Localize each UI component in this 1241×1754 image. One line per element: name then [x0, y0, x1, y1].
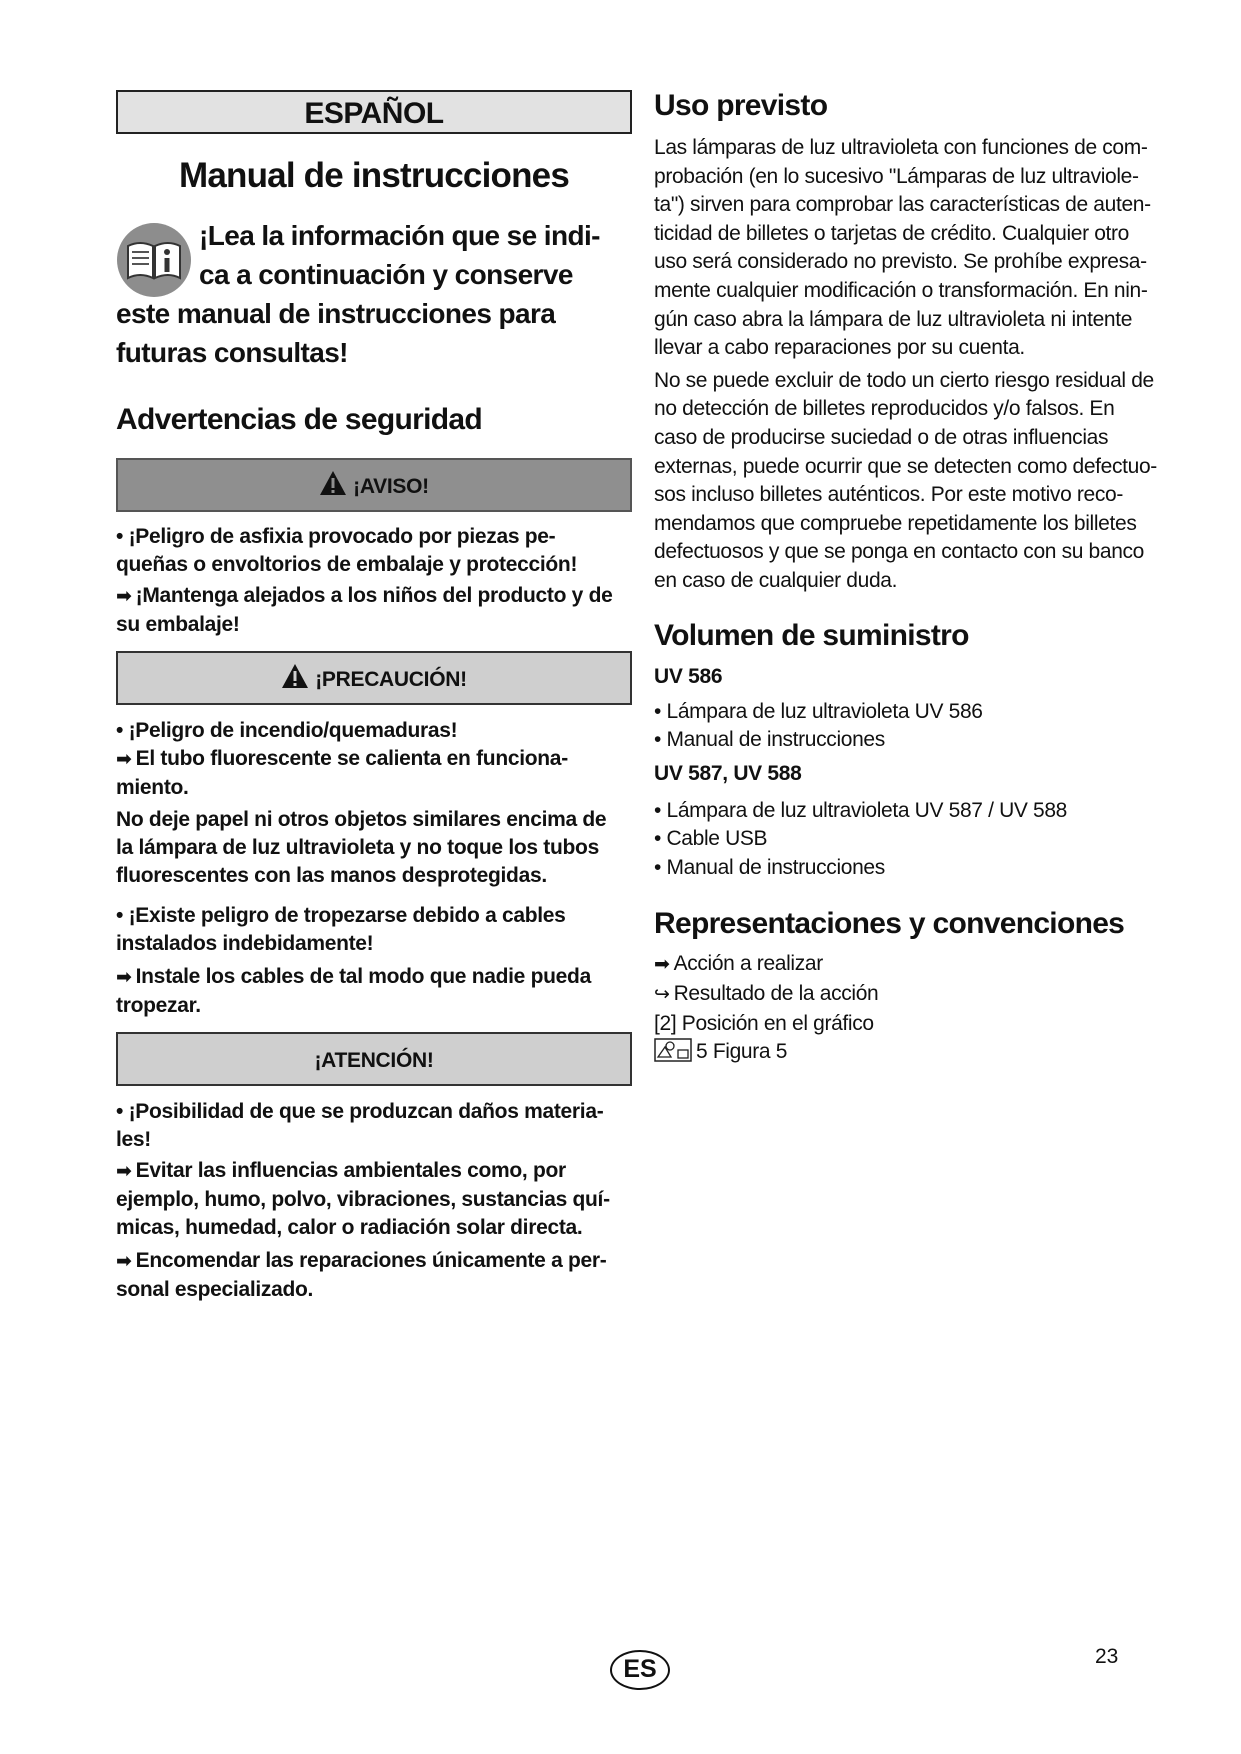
note-line: fluorescentes con las manos desprotegidas.	[116, 864, 547, 887]
text-line: en caso de cualquier duda.	[654, 568, 898, 592]
text-line: llevar a cabo reparaciones por su cuenta.	[654, 336, 1025, 360]
convention-figure: 5 Figura 5	[696, 1040, 788, 1064]
manual-title: Manual de instrucciones	[178, 156, 570, 195]
result-arrow-icon: ↪	[654, 984, 670, 1006]
figure-icon	[654, 1038, 692, 1062]
aviso-box	[116, 458, 632, 512]
language-header: ESPAÑOL	[116, 90, 632, 134]
aviso-label: ¡AVISO!	[353, 475, 429, 498]
text-line: mendamos que compruebe repetidamente los billetes	[654, 511, 1137, 535]
text-line: Las lámparas de luz ultravioleta con funciones de com-	[654, 136, 1148, 159]
read-note-line: este manual de instrucciones para	[116, 298, 556, 329]
text-line: sos incluso billetes auténticos. Por este motivo reco-	[654, 483, 1123, 507]
note-line: No deje papel ni otros objetos similares encima de	[116, 808, 607, 831]
atencion-box	[116, 1032, 632, 1086]
text-line: probación (en lo sucesivo "Lámparas de luz ultraviole-	[654, 164, 1139, 188]
text-line: ticidad de billetes o tarjetas de crédito. Cualquier otro	[654, 221, 1129, 245]
action-line: tropezar.	[116, 994, 201, 1017]
model-label: UV 587, UV 588	[654, 761, 802, 785]
read-note-line: ca a continuación y conserve	[199, 259, 573, 290]
list-item: • Lámpara de luz ultravioleta UV 587 / UV 588	[654, 798, 1068, 822]
language-badge: ES	[610, 1650, 670, 1690]
action-line: Evitar las influencias ambientales como, por	[135, 1159, 566, 1182]
text-line: no detección de billetes reproducidos y/o falsos. En	[654, 397, 1115, 421]
text-line: No se puede excluir de todo un cierto riesgo residual de	[654, 368, 1154, 392]
action-line: miento.	[116, 776, 189, 799]
list-item: • Lámpara de luz ultravioleta UV 586	[654, 699, 983, 723]
precaucion-text	[116, 717, 632, 1020]
action-line: El tubo fluorescente se calienta en funciona-	[135, 747, 568, 770]
list-item: • Cable USB	[654, 827, 768, 851]
convention-position: [2] Posición en el gráfico	[654, 1011, 874, 1035]
precaucion-label: ¡PRECAUCIÓN!	[315, 668, 467, 691]
arrow-right-icon: ➡	[116, 967, 132, 988]
hazard-line: instalados indebidamente!	[116, 932, 374, 955]
precaucion-box	[116, 651, 632, 705]
conventions-heading: Representaciones y convenciones	[654, 907, 1125, 941]
right-column	[654, 86, 1174, 1067]
list-item: • Manual de instrucciones	[654, 728, 885, 752]
text-line: defectuosos y que se ponga en contacto con su banco	[654, 540, 1145, 564]
page-number: 23	[1095, 1645, 1119, 1668]
arrow-right-icon: ➡	[654, 954, 670, 976]
text-line: mente cualquier modificación o transformación. En nin-	[654, 278, 1148, 302]
hazard-line: • ¡Peligro de asfixia provocado por piezas pe-	[116, 525, 556, 548]
action-line: Encomendar las reparaciones únicamente a per-	[135, 1249, 607, 1272]
hazard-line: • ¡Existe peligro de tropezarse debido a cables	[116, 904, 566, 927]
arrow-right-icon: ➡	[116, 1251, 132, 1272]
note-line: la lámpara de luz ultravioleta y no toque los tubos	[116, 836, 599, 859]
text-line: uso será considerado no previsto. Se prohíbe expresa-	[654, 250, 1147, 274]
action-line: Instale los cables de tal modo que nadie pueda	[135, 965, 591, 988]
book-info-icon	[116, 222, 192, 298]
hazard-line: les!	[116, 1128, 151, 1151]
arrow-right-icon: ➡	[116, 1161, 132, 1182]
text-line: gún caso abra la lámpara de luz ultravioleta ni intente	[654, 307, 1133, 331]
safety-heading: Advertencias de seguridad	[116, 403, 482, 436]
arrow-right-icon: ➡	[116, 586, 132, 607]
hazard-line: • ¡Peligro de incendio/quemaduras!	[116, 719, 458, 742]
read-note-line: ¡Lea la información que se indi-	[199, 220, 600, 251]
intended-use-heading: Uso previsto	[654, 89, 828, 122]
action-line: ¡Mantenga alejados a los niños del producto y de	[135, 584, 613, 607]
intended-use-para-1	[654, 134, 1174, 363]
conventions-list	[654, 950, 1174, 1066]
atencion-text	[116, 1098, 632, 1304]
convention-result: Resultado de la acción	[673, 982, 879, 1006]
text-line: caso de producirse suciedad o de otras influencias	[654, 425, 1109, 449]
model-label: UV 586	[654, 664, 723, 688]
warning-triangle-icon	[319, 470, 347, 496]
atencion-label: ¡ATENCIÓN!	[314, 1049, 434, 1072]
left-column	[116, 90, 632, 1304]
action-line: sonal especializado.	[116, 1278, 314, 1301]
text-line: externas, puede ocurrir que se detecten como defectuo-	[654, 454, 1157, 478]
supply-list-1	[654, 698, 1174, 755]
hazard-line: queñas o envoltorios de embalaje y protección!	[116, 553, 578, 576]
list-item: • Manual de instrucciones	[654, 855, 885, 879]
read-note-line: futuras consultas!	[116, 337, 348, 368]
intended-use-para-2	[654, 367, 1174, 596]
read-instructions-note	[116, 216, 632, 372]
convention-action: Acción a realizar	[673, 952, 823, 976]
action-line: micas, humedad, calor o radiación solar directa.	[116, 1216, 583, 1239]
action-line: su embalaje!	[116, 613, 240, 636]
warning-triangle-icon	[281, 663, 309, 689]
action-line: ejemplo, humo, polvo, vibraciones, sustancias quí-	[116, 1188, 610, 1211]
text-line: ta") sirven para comprobar las características de auten-	[654, 193, 1151, 217]
hazard-line: • ¡Posibilidad de que se produzcan daños materia-	[116, 1100, 604, 1123]
arrow-right-icon: ➡	[116, 749, 132, 770]
aviso-text	[116, 523, 632, 639]
supply-heading: Volumen de suministro	[654, 618, 969, 652]
supply-list-2	[654, 797, 1174, 883]
